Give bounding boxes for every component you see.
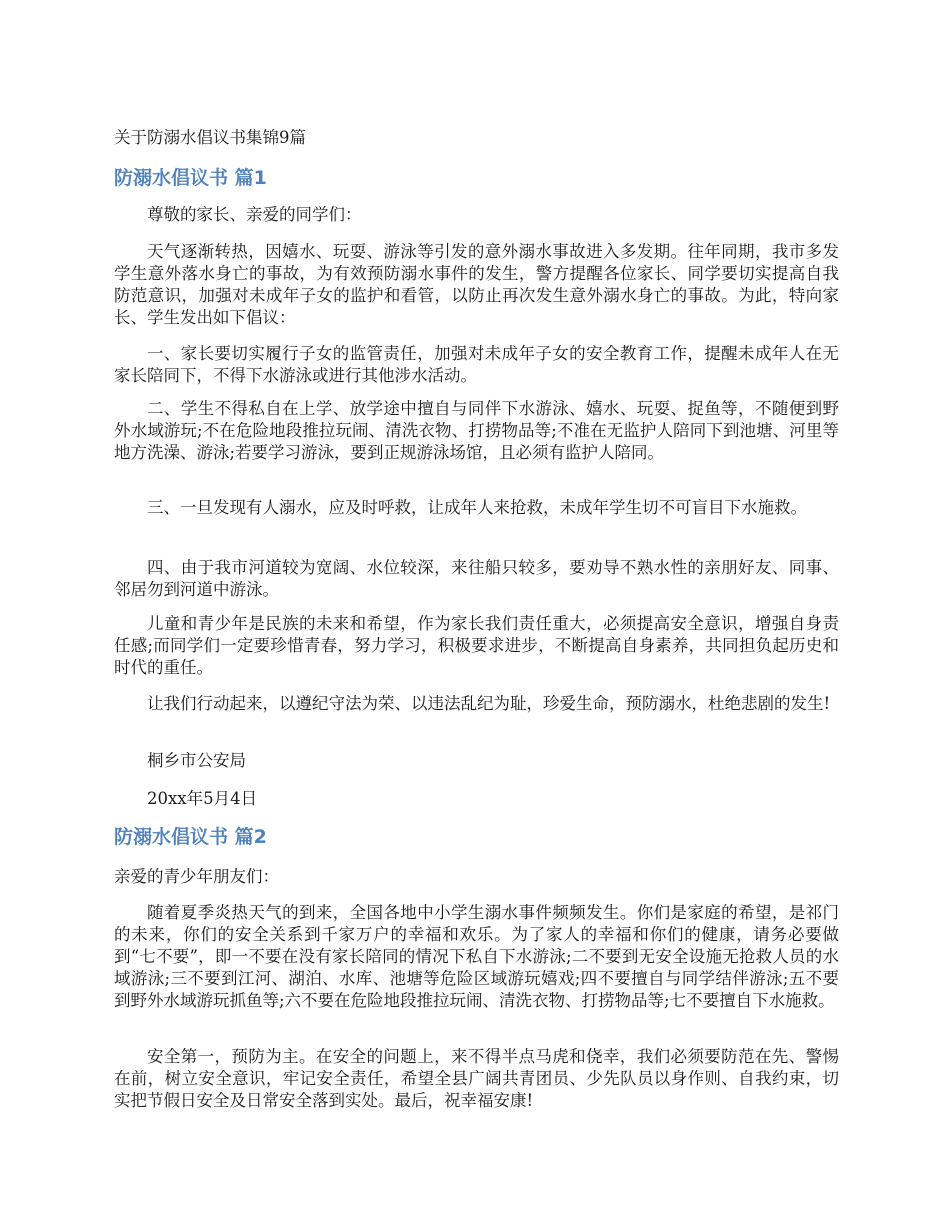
paragraph: 一、家长要切实履行子女的监管责任，加强对未成年子女的安全教育工作，提醒未成年人在无家长陪同下，不得下水游泳或进行其他涉水活动。: [114, 344, 839, 385]
signature-org: 桐乡市公安局: [147, 751, 246, 770]
paragraph: 四、由于我市河道较为宽阔、水位较深，来往船只较多，要劝导不熟水性的亲朋好友、同事、邻居勿到河道中游泳。: [114, 558, 839, 599]
section-heading-1: 防溺水倡议书 篇1: [114, 167, 267, 189]
paragraph: 让我们行动起来，以遵纪守法为荣、以违法乱纪为耻，珍爱生命，预防溺水，杜绝悲剧的发生!: [147, 694, 831, 713]
document-title: 关于防溺水倡议书集锦9篇: [114, 128, 306, 147]
signature-date: 20xx年5月4日: [147, 789, 258, 808]
paragraph: 随着夏季炎热天气的到来，全国各地中小学生溺水事件频频发生。你们是家庭的希望，是祁门的未来，你们的安全关系到千家万户的幸福和欢乐。为了家人的幸福和你们的健康，请务必要做到“七不要”，即一不要在没有家长陪同的情况下私自下水游泳;二不要到无安全设施无抢救人员的水域游泳;三不要到江河、湖泊、水库、池塘等危险区域游玩嬉戏;四不要擅自与同学结伴游泳;五不要到野外水域游玩抓鱼等;六不要在危险地段推拉玩闹、清洗衣物、打捞物品等;七不要擅自下水施救。: [114, 903, 839, 1010]
paragraph: 安全第一，预防为主。在安全的问题上，来不得半点马虎和侥幸，我们必须要防范在先、警惕在前，树立安全意识，牢记安全责任，希望全县广阔共青团员、少先队员以身作则、自我约束，切实把节假日安全及日常安全落到实处。最后，祝幸福安康!: [114, 1047, 839, 1110]
salutation: 亲爱的青少年朋友们：: [114, 867, 279, 886]
section-heading-2: 防溺水倡议书 篇2: [114, 826, 267, 848]
salutation: 尊敬的家长、亲爱的同学们：: [147, 205, 362, 224]
paragraph: 天气逐渐转热，因嬉水、玩耍、游泳等引发的意外溺水事故进入多发期。往年同期，我市多发学生意外落水身亡的事故，为有效预防溺水事件的发生，警方提醒各位家长、同学要切实提高自我防范意识，加强对未成年子女的监护和看管，以防止再次发生意外溺水身亡的事故。为此，特向家长、学生发出如下倡议：: [114, 242, 839, 327]
paragraph: 二、学生不得私自在上学、放学途中擅自与同伴下水游泳、嬉水、玩耍、捉鱼等，不随便到野外水域游玩;不在危险地段推拉玩闹、清洗衣物、打捞物品等;不准在无监护人陪同下到池塘、河里等地方洗澡、游泳;若要学习游泳，要到正规游泳场馆，且必须有监护人陪同。: [114, 399, 839, 462]
paragraph: 三、一旦发现有人溺水，应及时呼救，让成年人来抢救，未成年学生切不可盲目下水施救。: [147, 498, 807, 517]
paragraph: 儿童和青少年是民族的未来和希望，作为家长我们责任重大，必须提高安全意识，增强自身责任感;而同学们一定要珍惜青春，努力学习，积极要求进步，不断提高自身素养，共同担负起历史和时代的重任。: [114, 614, 839, 677]
